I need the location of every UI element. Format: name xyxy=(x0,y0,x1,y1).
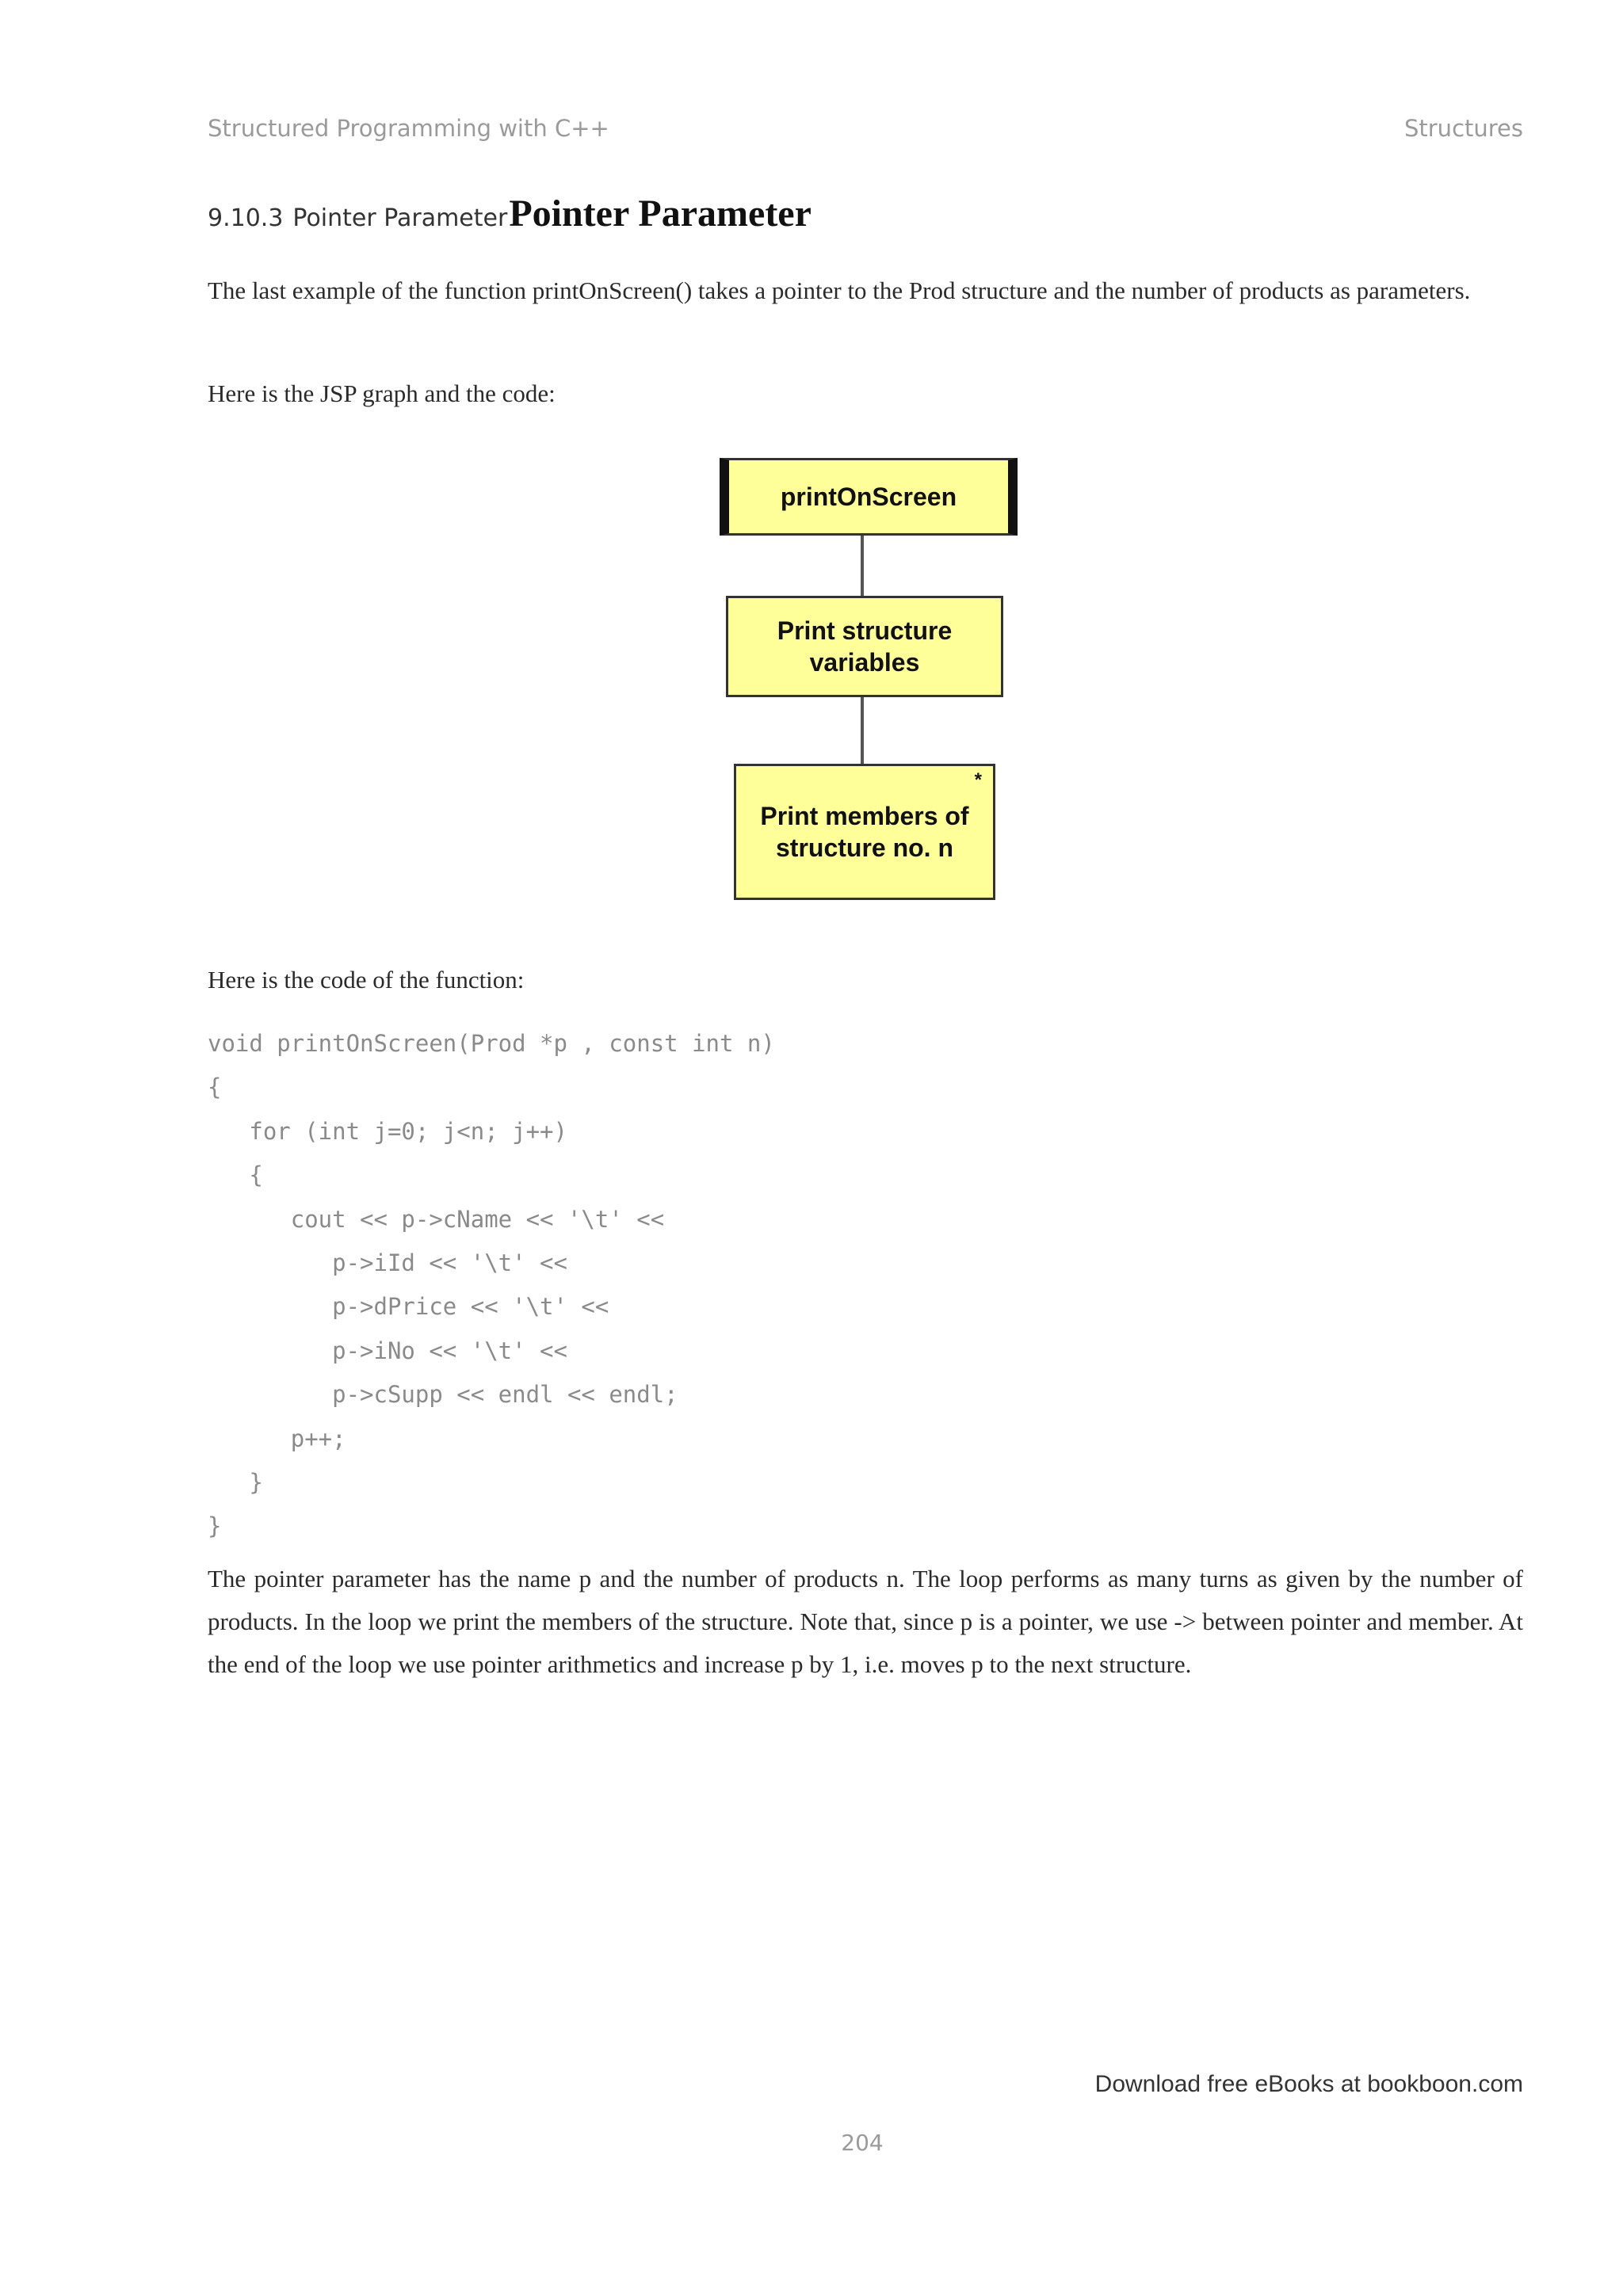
jsp-root-label: printOnScreen xyxy=(780,482,957,511)
jsp-sequence-box xyxy=(726,596,1003,697)
code-line: cout << p->cName << '\t' << xyxy=(208,1205,665,1233)
iteration-mark: * xyxy=(974,769,982,791)
code-intro-paragraph: Here is the code of the function: xyxy=(208,966,525,994)
code-line: void printOnScreen(Prod *p , const int n) xyxy=(208,1030,775,1057)
code-line: for (int j=0; j<n; j++) xyxy=(208,1117,567,1145)
section-title-large: Pointer Parameter xyxy=(509,193,812,235)
jsp-connector-line xyxy=(861,536,864,596)
jsp-connector-line xyxy=(861,697,864,764)
code-line: } xyxy=(208,1512,222,1540)
intro-paragraph: The last example of the function printOnScreen() takes a pointer to the Prod structure and the number of products as parameters. xyxy=(208,277,1471,304)
explanation-paragraph: The pointer parameter has the name p and the number of products n. The loop performs as many turns as given by the number of products. In the loop we print the members of the structure. Note that, since p is a pointer, we use -> between pointer and member. At the end of the loop we use pointer arithmetics and increase p by 1, i.e. moves p to the next structure. xyxy=(208,1565,1523,1678)
code-line: p->iNo << '\t' << xyxy=(208,1337,567,1364)
chapter-title: Structures xyxy=(1403,115,1523,142)
download-link[interactable]: Download free eBooks at bookboon.com xyxy=(1094,2071,1523,2097)
jsp-sequence-label: Print structure variables xyxy=(777,616,953,677)
page-number: 204 xyxy=(841,2130,884,2156)
code-line: p->dPrice << '\t' << xyxy=(208,1293,609,1321)
code-line: { xyxy=(208,1074,222,1101)
code-line: p->cSupp << endl << endl; xyxy=(208,1381,678,1409)
code-line: p++; xyxy=(208,1425,346,1452)
section-title-small: Pointer Parameter xyxy=(292,204,508,232)
running-header xyxy=(208,111,1523,146)
jsp-root-box xyxy=(720,458,1018,536)
code-line: p->iId << '\t' << xyxy=(208,1249,567,1276)
code-line: { xyxy=(208,1161,263,1189)
graph-intro-paragraph: Here is the JSP graph and the code: xyxy=(208,379,556,407)
code-line: } xyxy=(208,1468,263,1496)
section-heading xyxy=(208,192,812,235)
section-number: 9.10.3 xyxy=(208,204,284,232)
jsp-iteration-box xyxy=(734,764,995,900)
book-title: Structured Programming with C++ xyxy=(208,115,609,142)
jsp-iteration-label: Print members of structure no. n xyxy=(760,802,969,862)
code-listing xyxy=(208,1022,1523,1549)
